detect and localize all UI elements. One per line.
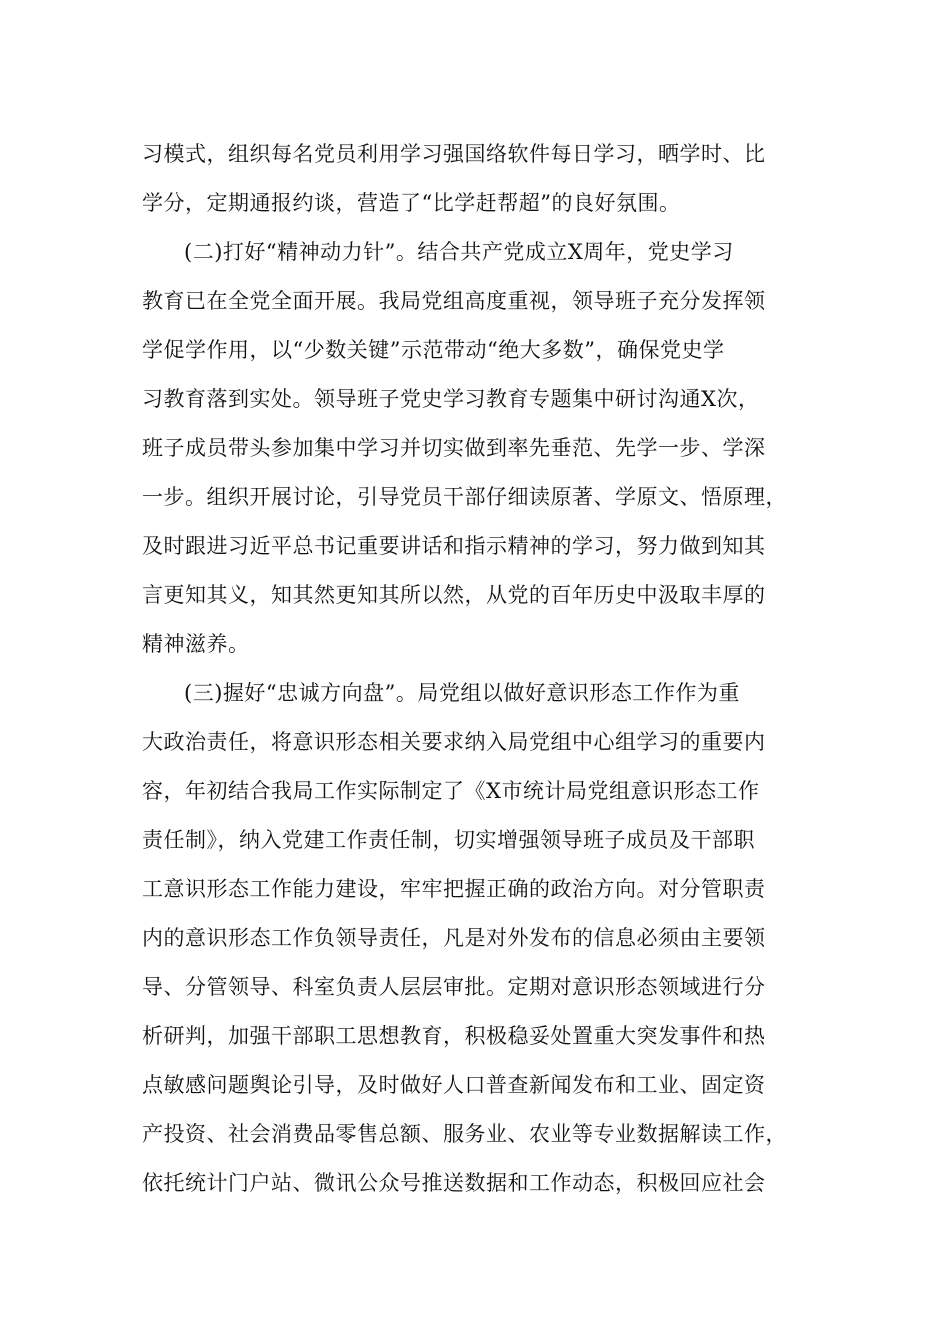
text-line-8: 一步。组织开展讨论，引导党员干部仔细读原著、学原文、悟原理， bbox=[142, 485, 787, 509]
text-line-10: 言更知其义，知其然更知其所以然，从党的百年历史中汲取丰厚的 bbox=[142, 583, 766, 607]
text-line-14: 容，年初结合我局工作实际制定了《X市统计局党组意识形态工作 bbox=[142, 779, 760, 803]
text-line-12: (三)握好“忠诚方向盘”。局党组以做好意识形态工作作为重 bbox=[184, 681, 740, 705]
text-line-17: 内的意识形态工作负领导责任，凡是对外发布的信息必须由主要领 bbox=[142, 926, 766, 950]
text-line-19: 析研判，加强干部职工思想教育，积极稳妥处置重大突发事件和热 bbox=[142, 1024, 766, 1048]
text-line-11: 精神滋养。 bbox=[142, 632, 250, 656]
text-line-7: 班子成员带头参加集中学习并切实做到率先垂范、先学一步、学深 bbox=[142, 436, 766, 460]
text-line-4: 教育已在全党全面开展。我局党组高度重视，领导班子充分发挥领 bbox=[142, 289, 766, 313]
text-line-15: 责任制》，纳入党建工作责任制，切实增强领导班子成员及干部职 bbox=[142, 828, 755, 852]
text-line-1: 习模式，组织每名党员利用学习强国络软件每日学习，晒学时、比 bbox=[142, 142, 766, 166]
text-line-5: 学促学作用，以“少数关键”示范带动“绝大多数”，确保党史学 bbox=[142, 338, 725, 362]
text-line-13: 大政治责任，将意识形态相关要求纳入局党组中心组学习的重要内 bbox=[142, 730, 766, 754]
text-line-18: 导、分管领导、科室负责人层层审批。定期对意识形态领域进行分 bbox=[142, 975, 766, 999]
text-line-6: 习教育落到实处。领导班子党史学习教育专题集中研讨沟通X次， bbox=[142, 387, 760, 411]
text-line-2: 学分，定期通报约谈，营造了“比学赶帮超”的良好氛围。 bbox=[142, 191, 681, 215]
text-line-16: 工意识形态工作能力建设，牢牢把握正确的政治方向。对分管职责 bbox=[142, 877, 766, 901]
text-line-22: 依托统计门户站、微讯公众号推送数据和工作动态，积极回应社会 bbox=[142, 1171, 766, 1195]
text-line-21: 产投资、社会消费品零售总额、服务业、农业等专业数据解读工作， bbox=[142, 1122, 787, 1146]
text-line-20: 点敏感问题舆论引导，及时做好人口普查新闻发布和工业、固定资 bbox=[142, 1073, 766, 1097]
text-line-9: 及时跟进习近平总书记重要讲话和指示精神的学习，努力做到知其 bbox=[142, 534, 766, 558]
text-line-3: (二)打好“精神动力针”。结合共产党成立X周年，党史学习 bbox=[184, 240, 734, 264]
